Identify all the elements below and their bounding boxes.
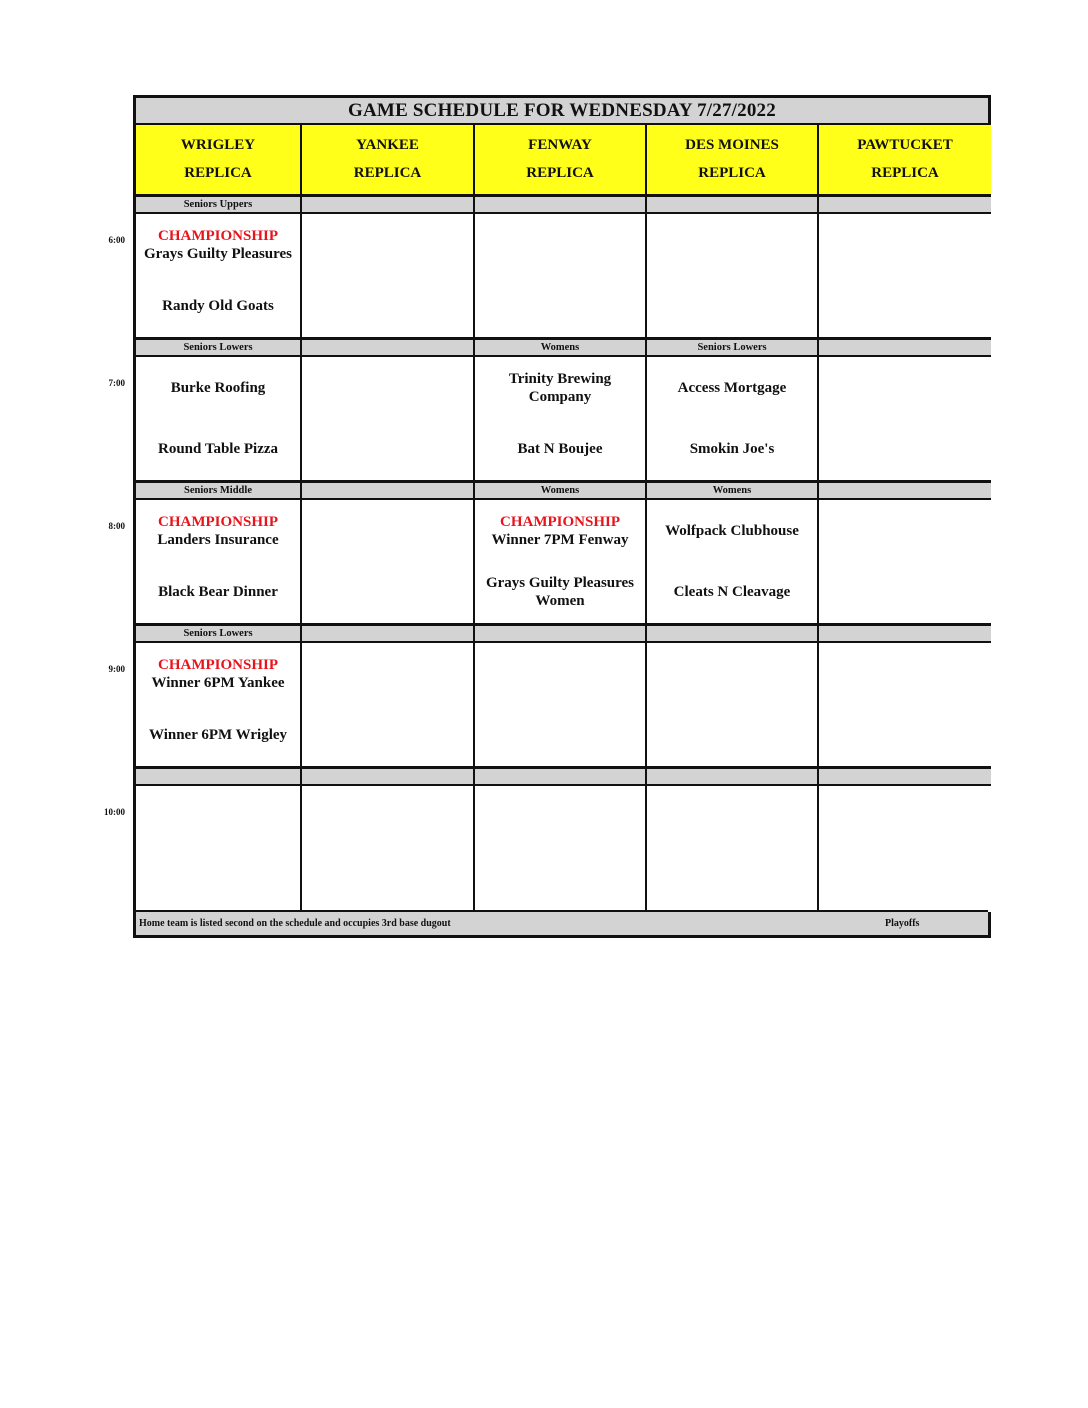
division-bar	[819, 769, 991, 786]
game-cell	[647, 500, 819, 626]
away-team-name: Trinity Brewing Company	[508, 370, 612, 405]
game-cell	[136, 357, 302, 483]
home-team	[136, 276, 300, 338]
away-team	[136, 643, 300, 705]
home-team	[647, 562, 817, 624]
division-bar	[647, 197, 819, 214]
game-cell	[819, 786, 991, 912]
game-cell	[475, 214, 647, 340]
field-header-4	[819, 125, 991, 197]
division-bar: Womens	[475, 483, 647, 500]
game-cell	[302, 786, 475, 912]
home-team	[647, 419, 817, 481]
game-cell	[136, 786, 302, 912]
division-bar	[819, 340, 991, 357]
field-subtitle: REPLICA	[353, 165, 422, 182]
game-cell	[647, 214, 819, 340]
division-bar: Womens	[475, 340, 647, 357]
home-team-name: Cleats N Cleavage	[673, 584, 791, 601]
game-cell	[819, 214, 991, 340]
division-bar	[302, 483, 475, 500]
game-cell	[302, 500, 475, 626]
away-team-name: Burke Roofing	[170, 379, 266, 396]
away-team-name: Wolfpack Clubhouse	[665, 522, 799, 539]
division-bar	[302, 769, 475, 786]
time-label: 10:00	[104, 807, 125, 817]
field-subtitle: REPLICA	[184, 165, 252, 182]
home-team-name: Round Table Pizza	[157, 441, 279, 458]
game-cell	[475, 357, 647, 483]
away-team	[647, 500, 817, 562]
home-team-name: Randy Old Goats	[162, 298, 274, 315]
away-team-name: Grays Guilty Pleasures	[143, 245, 293, 262]
home-team-name: Grays Guilty Pleasures Women	[485, 575, 635, 610]
field-name: WRIGLEY	[180, 136, 256, 153]
home-team	[136, 419, 300, 481]
division-bar	[819, 626, 991, 643]
home-team	[475, 419, 645, 481]
field-subtitle: REPLICA	[526, 165, 594, 182]
away-team-name: Access Mortgage	[677, 379, 787, 396]
field-name: FENWAY	[528, 136, 592, 153]
field-name: DES MOINES	[685, 136, 779, 153]
away-team-name: Winner 7PM Fenway	[491, 531, 629, 548]
away-team	[136, 500, 300, 562]
schedule-table	[133, 95, 991, 938]
division-bar: Seniors Lowers	[136, 340, 302, 357]
game-cell	[136, 643, 302, 769]
game-cell	[475, 500, 647, 626]
game-cell	[475, 786, 647, 912]
championship-label: CHAMPIONSHIP	[158, 227, 278, 244]
division-bar	[647, 769, 819, 786]
division-bar	[302, 197, 475, 214]
division-bar	[475, 769, 647, 786]
away-team	[136, 214, 300, 276]
away-team-name: Landers Insurance	[157, 531, 279, 548]
away-team	[475, 500, 645, 562]
game-cell	[647, 357, 819, 483]
home-team	[136, 562, 300, 624]
time-label: 9:00	[108, 664, 125, 674]
home-team-name: Black Bear Dinner	[158, 584, 278, 601]
division-bar	[136, 769, 302, 786]
home-team-name: Winner 6PM Wrigley	[148, 727, 288, 744]
field-name: PAWTUCKET	[857, 136, 953, 153]
field-name: YANKEE	[356, 136, 419, 153]
time-label: 7:00	[108, 378, 125, 388]
away-team	[136, 357, 300, 419]
division-bar	[302, 340, 475, 357]
home-team	[475, 562, 645, 624]
game-cell	[136, 500, 302, 626]
footer-bar	[136, 910, 988, 935]
game-cell	[819, 643, 991, 769]
game-cell	[302, 643, 475, 769]
time-label: 6:00	[108, 235, 125, 245]
field-header-2	[475, 125, 647, 197]
game-cell	[475, 643, 647, 769]
schedule-title: GAME SCHEDULE FOR WEDNESDAY 7/27/2022	[136, 98, 988, 125]
home-team-name: Smokin Joe's	[689, 441, 775, 458]
division-bar: Womens	[647, 483, 819, 500]
division-bar	[819, 483, 991, 500]
division-bar: Seniors Middle	[136, 483, 302, 500]
away-team	[475, 357, 645, 419]
championship-label: CHAMPIONSHIP	[158, 513, 278, 530]
playoffs-tag: Playoffs	[885, 918, 920, 929]
division-bar: Seniors Lowers	[647, 340, 819, 357]
division-bar: Seniors Lowers	[136, 626, 302, 643]
division-bar	[647, 626, 819, 643]
division-bar: Seniors Uppers	[136, 197, 302, 214]
field-subtitle: REPLICA	[698, 165, 766, 182]
game-cell	[647, 786, 819, 912]
championship-label: CHAMPIONSHIP	[158, 656, 278, 673]
home-team	[136, 705, 300, 767]
game-cell	[302, 357, 475, 483]
game-cell	[302, 214, 475, 340]
game-cell	[136, 214, 302, 340]
footer-note: Home team is listed second on the schedule and occupies 3rd base dugout	[139, 918, 451, 929]
field-header-3	[647, 125, 819, 197]
home-team-name: Bat N Boujee	[517, 441, 603, 458]
field-subtitle: REPLICA	[871, 165, 939, 182]
division-bar	[475, 626, 647, 643]
field-header-1	[302, 125, 475, 197]
game-cell	[819, 357, 991, 483]
game-cell	[819, 500, 991, 626]
away-team-name: Winner 6PM Yankee	[151, 674, 285, 691]
championship-label: CHAMPIONSHIP	[500, 513, 620, 530]
away-team	[647, 357, 817, 419]
division-bar	[819, 197, 991, 214]
time-label: 8:00	[108, 521, 125, 531]
division-bar	[302, 626, 475, 643]
field-header-0	[136, 125, 302, 197]
game-cell	[647, 643, 819, 769]
division-bar	[475, 197, 647, 214]
